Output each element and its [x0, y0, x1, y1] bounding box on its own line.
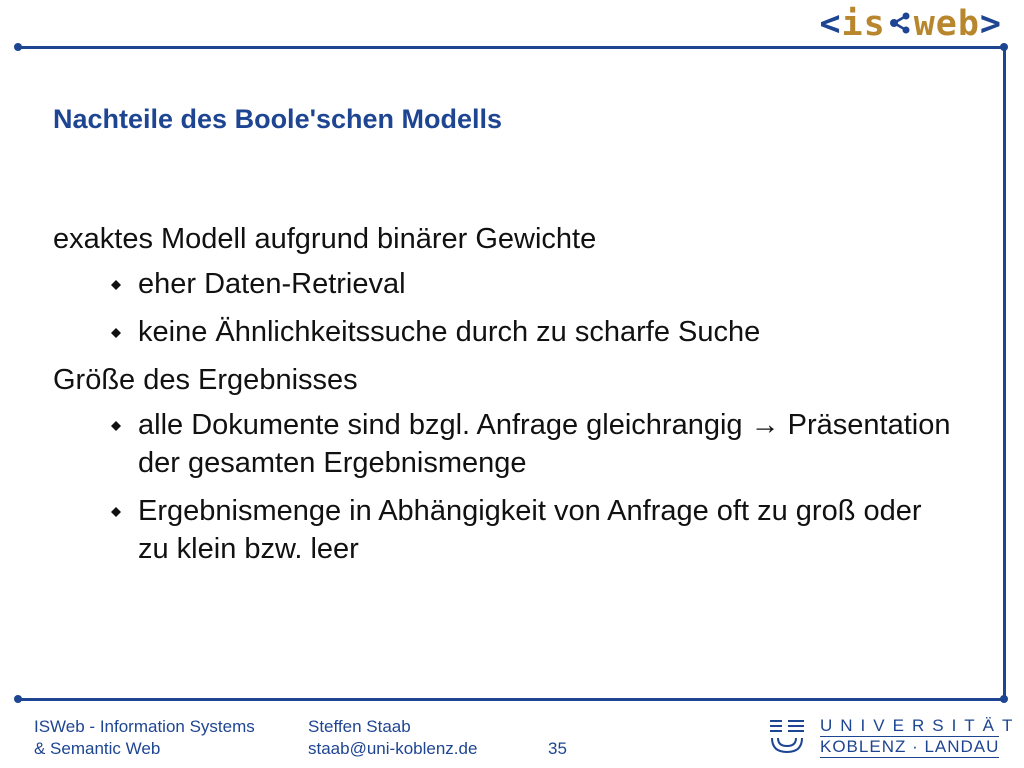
footer-group-line2: & Semantic Web	[34, 739, 161, 758]
diamond-bullet-icon	[110, 279, 122, 291]
diamond-bullet-icon	[110, 420, 122, 432]
page-number: 35	[548, 739, 567, 758]
university-name	[820, 716, 1020, 758]
bullet-level1: exaktes Modell aufgrund binärer Gewichte	[53, 223, 597, 255]
frame-corner-dot	[1000, 695, 1008, 703]
footer-email: staab@uni-koblenz.de	[308, 739, 478, 758]
bullet-level2	[53, 265, 953, 303]
bullet-text: keine Ähnlichkeitssuche durch zu scharfe Suche	[138, 316, 761, 348]
slide-content	[53, 220, 953, 578]
logo-text-web: web	[913, 4, 980, 44]
bottom-frame-line	[18, 698, 1006, 701]
university-line2: KOBLENZ · LANDAU	[820, 737, 1000, 756]
slide-title: Nachteile des Boole'schen Modells	[53, 104, 503, 134]
bullet-level2	[53, 406, 953, 482]
diamond-bullet-icon	[110, 506, 122, 518]
isweb-logo	[819, 4, 1002, 44]
frame-corner-dot	[14, 43, 22, 51]
footer-author	[308, 716, 477, 760]
bullet-level2	[53, 492, 953, 568]
footer-group-line1: ISWeb - Information Systems	[34, 717, 255, 736]
bullet-text: alle Dokumente sind bzgl. Anfrage gleichrangig → Präsentation der gesamten Ergebnismenge	[138, 409, 951, 479]
list-item	[53, 361, 953, 568]
footer-author-name: Steffen Staab	[308, 717, 411, 736]
top-frame-line	[18, 46, 1006, 49]
logo-open-bracket: <	[819, 4, 842, 44]
frame-corner-dot	[1000, 43, 1008, 51]
bullet-text: Ergebnismenge in Abhängigkeit von Anfrage oft zu groß oder zu klein bzw. leer	[138, 495, 922, 565]
frame-corner-dot	[14, 695, 22, 703]
share-icon	[889, 4, 911, 44]
bullet-level1: Größe des Ergebnisses	[53, 364, 358, 396]
bullet-level2	[53, 313, 953, 351]
university-emblem-icon	[768, 716, 812, 756]
university-line1: UNIVERSITÄT	[820, 716, 1021, 735]
logo-text-is: is	[841, 4, 886, 44]
list-item	[53, 220, 953, 351]
right-frame-line	[1003, 46, 1006, 700]
footer-group	[34, 716, 255, 760]
logo-close-bracket: >	[979, 4, 1002, 44]
bullet-text: eher Daten-Retrieval	[138, 268, 406, 300]
diamond-bullet-icon	[110, 327, 122, 339]
